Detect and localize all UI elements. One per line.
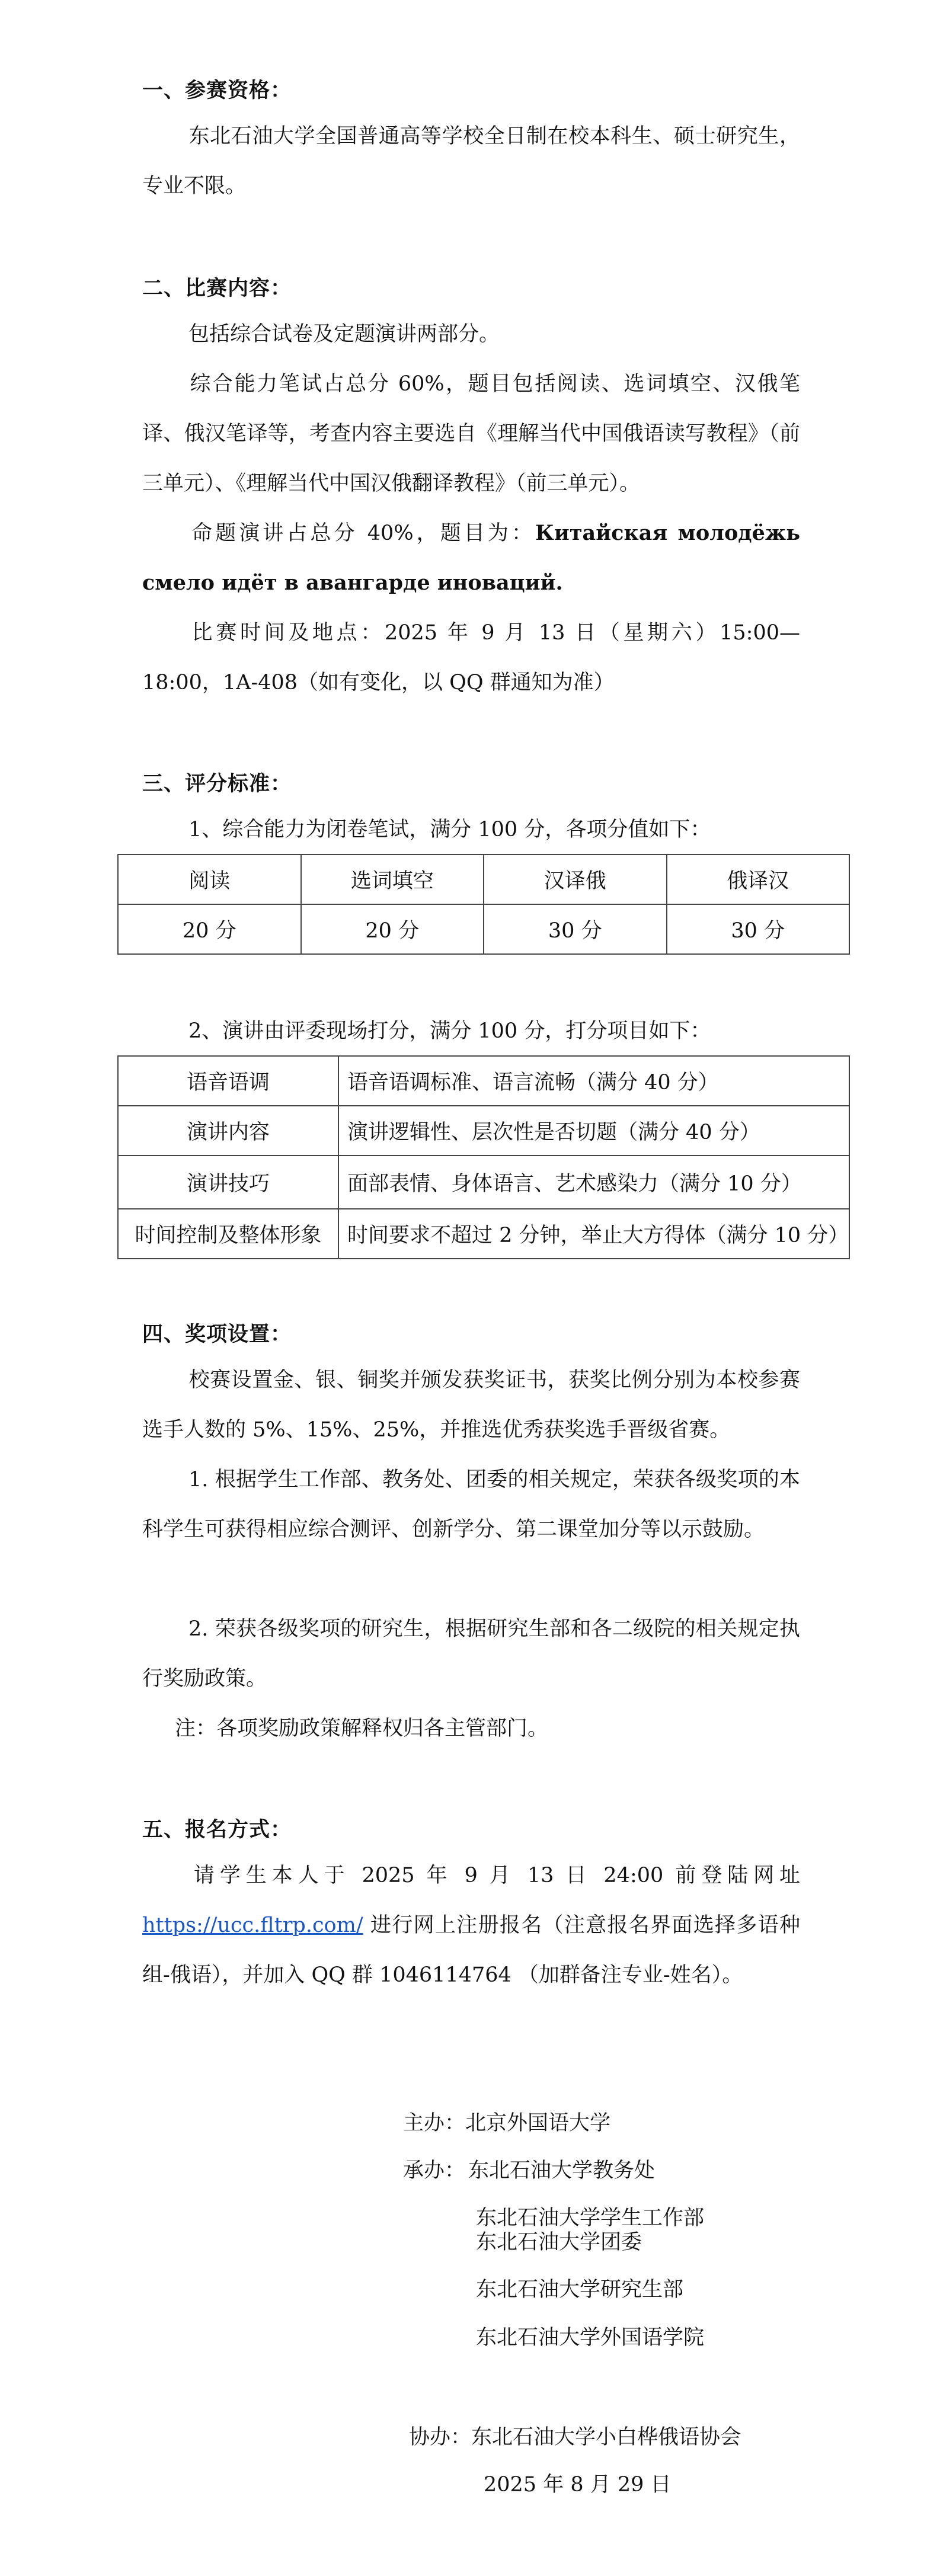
organizer-5: 东北石油大学外国语学院 — [476, 2326, 705, 2350]
criteria-item: 语音语调 — [118, 1056, 338, 1106]
section-4-para-1: 校赛设置金、银、铜奖并颁发获奖证书，获奖比例分别为本校参赛选手人数的 5%、15%、25%，并推选优秀获奖选手晋级省赛。 — [142, 1368, 800, 1442]
section-3-intro-1: 1、综合能力为闭卷笔试，满分 100 分，各项分值如下： — [188, 818, 711, 841]
criteria-item: 演讲内容 — [118, 1106, 338, 1156]
section-4-para-3: 2. 荣获各级奖项的研究生，根据研究生部和各二级院的相关规定执行奖励政策。 — [142, 1617, 800, 1691]
score-value: 20 分 — [301, 904, 484, 954]
criteria-item: 演讲技巧 — [118, 1156, 338, 1209]
speech-criteria-table — [117, 1055, 850, 1259]
section-2-para-2: 综合能力笔试占总分 60%，题目包括阅读、选词填空、汉俄笔译、俄汉笔译等，考查内容主要选自《理解当代中国俄语读写教程》（前三单元）、《理解当代中国汉俄翻译教程》（前三单元）。 — [142, 372, 800, 495]
organizer-2: 东北石油大学学生工作部 — [476, 2206, 705, 2230]
organizer-3: 东北石油大学团委 — [476, 2231, 642, 2254]
section-4-heading: 四、奖项设置： — [142, 1322, 292, 1346]
score-value: 20 分 — [118, 904, 301, 954]
organizer-4: 东北石油大学研究生部 — [476, 2278, 684, 2302]
section-4-note: 注：各项奖励政策解释权归各主管部门。 — [175, 1717, 549, 1740]
section-2-para-1: 包括综合试卷及定题演讲两部分。 — [188, 322, 500, 346]
section-4-para-2: 1. 根据学生工作部、教务处、团委的相关规定，荣获各级奖项的本科学生可获得相应综合测评、创新学分、第二课堂加分等以示鼓励。 — [142, 1468, 800, 1541]
section-1-text: 东北石油大学全国普通高等学校全日制在校本科生、硕士研究生，专业不限。 — [142, 124, 800, 198]
co-organizer-line: 协办：东北石油大学小白桦俄语协会 — [409, 2425, 741, 2449]
section-3-heading: 三、评分标准： — [142, 772, 292, 796]
written-exam-score-table — [117, 854, 850, 955]
section-5-para-1: 请学生本人于 2025 年 9 月 13 日 24:00 前登陆网址https://ucc.fltrp.com/ 进行网上注册报名（注意报名界面选择多语种组-俄语），并加入 QQ 群 1046114764 （加群备注专业-姓名）。 — [142, 1864, 800, 1987]
score-value: 30 分 — [667, 904, 850, 954]
section-1-heading: 一、参赛资格： — [142, 78, 292, 103]
section-5-heading: 五、报名方式： — [142, 1817, 292, 1842]
section-3-intro-2: 2、演讲由评委现场打分，满分 100 分，打分项目如下： — [188, 1019, 711, 1043]
score-header: 汉译俄 — [484, 855, 667, 904]
score-header: 选词填空 — [301, 855, 484, 904]
organizer-1: 东北石油大学教务处 — [468, 2159, 656, 2183]
score-header: 阅读 — [118, 855, 301, 904]
criteria-item: 时间控制及整体形象 — [118, 1209, 338, 1259]
score-value: 30 分 — [484, 904, 667, 954]
section-2-heading: 二、比赛内容： — [142, 276, 292, 300]
section-2-para-3: 命题演讲占总分 40%，题目为：Китайская молодёжь смело идёт в авангарде иноваций. — [142, 521, 800, 595]
criteria-desc: 语音语调标准、语言流畅（满分 40 分） — [338, 1056, 849, 1106]
criteria-desc: 面部表情、身体语言、艺术感染力（满分 10 分） — [338, 1156, 849, 1209]
table-row — [118, 1156, 849, 1209]
score-header: 俄译汉 — [667, 855, 850, 904]
host-line: 主办：北京外国语大学 — [403, 2111, 611, 2135]
criteria-desc: 演讲逻辑性、层次性是否切题（满分 40 分） — [338, 1106, 849, 1156]
date-line: 2025 年 8 月 29 日 — [484, 2473, 672, 2497]
organizer-label: 承办： — [403, 2159, 466, 2183]
table-row — [118, 1106, 849, 1156]
criteria-desc: 时间要求不超过 2 分钟，举止大方得体（满分 10 分） — [338, 1209, 849, 1259]
section-2-para-4: 比赛时间及地点：2025 年 9 月 13 日（星期六）15:00—18:00，1A-408（如有变化，以 QQ 群通知为准） — [142, 621, 800, 695]
table-row — [118, 1056, 849, 1106]
table-row — [118, 1209, 849, 1259]
registration-link[interactable]: https://ucc.fltrp.com/ — [142, 1913, 363, 1937]
speech-topic: Китайская молодёжь смело идёт в авангарде иноваций. — [142, 521, 800, 595]
